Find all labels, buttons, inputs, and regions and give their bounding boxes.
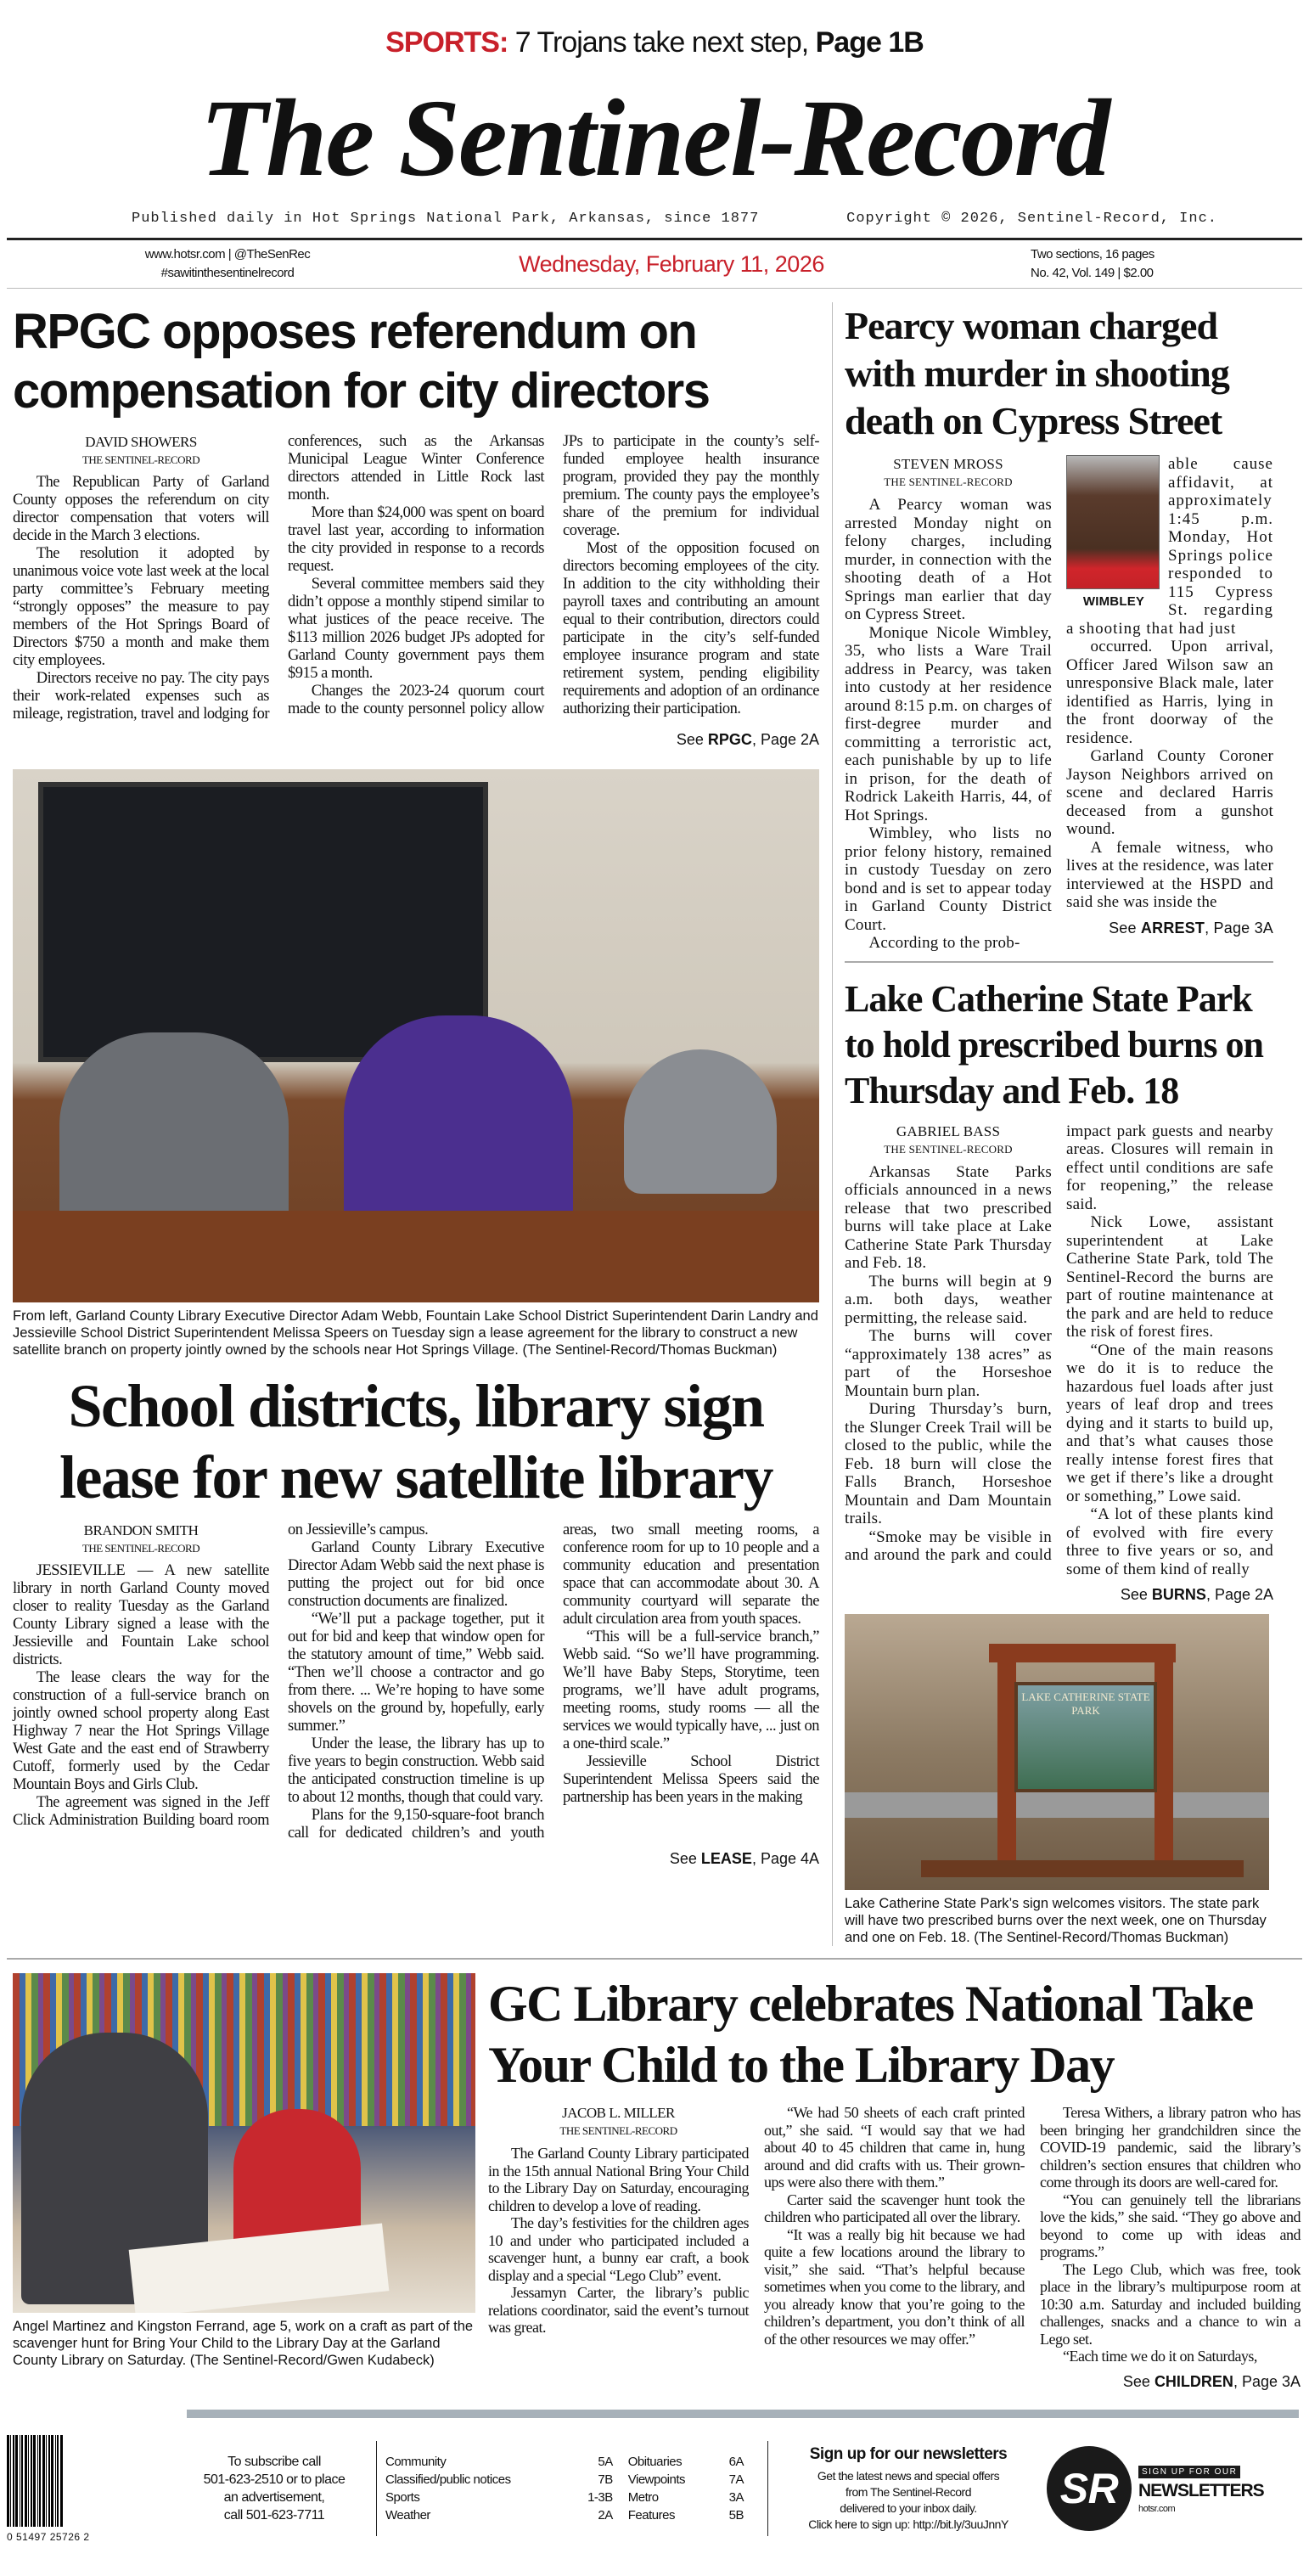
person-landry <box>344 1015 573 1228</box>
rpgc-article-body <box>13 433 819 723</box>
issue-date: Wednesday, February 11, 2026 <box>519 250 824 277</box>
barcode-bar <box>10 2435 11 2527</box>
barcode-bar <box>57 2435 59 2527</box>
index-section: Weather <box>385 2508 430 2523</box>
paragraph: “We had 50 sheets of each craft printed out,” she said. “I would say that we had about 40 to 45 children that came in, hung around and did crafts with us. Their grown-ups were also there with them.” <box>764 2104 1025 2191</box>
paragraph: “One of the main reasons we do it is to reduce the hazardous fuel loads after just years of leaf drop and trees dying and it starts to build up, and that’s what causes those really intense forest fires that we get if there’s like a drought or something,” Lowe said. <box>1066 1341 1273 1505</box>
arrest-article-body <box>845 455 1273 953</box>
park-sign: LAKE CATHERINE STATE PARK <box>1014 1682 1157 1792</box>
paragraph: Monique Nicole Wimbley, 35, who lists a Ware Trail address in Pearcy, was taken into custody at her residence around 8:15 p.m. on charges of first-degree murder and committing a terroristic act, each punishable by up to life in prison, for the death of Rodrick Lakeith Harris, 44, of Hot Springs. <box>845 623 1052 824</box>
newsletter-badge[interactable] <box>1138 2463 1266 2514</box>
byline <box>13 433 269 469</box>
burns-article-body <box>845 1122 1273 1579</box>
barcode-bar <box>51 2435 53 2527</box>
paragraph: Carter said the scavenger hunt took the children who participated all over the library. <box>764 2191 1025 2225</box>
page-index <box>385 2453 759 2524</box>
section-rule <box>7 1958 1302 1960</box>
jump-key: ARREST <box>1140 919 1205 936</box>
paragraph: Arkansas State Parks officials announced in a news release that two prescribed burns will take place at Lake Catherine State Park Thursday and Feb. 18. <box>845 1162 1052 1272</box>
barcode-bar <box>39 2435 41 2527</box>
paragraph: Nick Lowe, assistant superintendent at Lake Catherine State Park, told The Sentinel-Record the burns are part of routine maintenance at the park and are held to reduce the risk of forest fires. <box>1066 1213 1273 1341</box>
jump-page: , Page 3A <box>1205 919 1273 936</box>
byline <box>845 455 1052 491</box>
index-page: 3A <box>728 2490 744 2505</box>
burns-jump-link[interactable] <box>845 1585 1273 1604</box>
barcode-bar <box>33 2435 36 2527</box>
newsletter-signup-link[interactable]: Click here to sign up: http://bit.ly/3uuJnnY <box>808 2517 1008 2531</box>
rpgc-headline[interactable]: RPGC opposes referendum on compensation for city directors <box>13 304 710 419</box>
badge-top: SIGN UP FOR OUR <box>1138 2466 1240 2478</box>
children-headline[interactable]: GC Library celebrates National Take Your Child to the Library Day <box>488 1976 1253 2093</box>
published-line: Published daily in Hot Springs National Park, Arkansas, since 1877 <box>132 211 760 227</box>
paragraph: A female witness, who lives at the residence, was later interviewed at the HSPD and said she was inside the <box>1066 838 1273 911</box>
library-craft-photo <box>13 1973 475 2313</box>
paragraph: The Republican Party of Garland County opposes the referendum on city director compensation that voters will decide in the March 3 elections. <box>13 474 269 544</box>
rpgc-jump-link[interactable] <box>13 730 819 749</box>
copyright-line: Copyright © 2026, Sentinel-Record, Inc. <box>846 211 1217 227</box>
byline <box>488 2104 749 2140</box>
jump-page: , Page 3A <box>1233 2372 1301 2390</box>
barcode-bar <box>21 2435 23 2527</box>
paragraph: Jessieville School District Superintendent Melissa Speers said the partnership has been years in the making <box>563 1753 819 1806</box>
barcode-bar <box>25 2435 27 2527</box>
barcode-bars <box>7 2435 65 2527</box>
newsletter-promo[interactable] <box>777 2444 1040 2533</box>
paragraph: According to the prob- <box>868 934 1020 952</box>
park-photo-caption: Lake Catherine State Park’s sign welcomes visitors. The state park will have two prescribed burns over the next week, one on Thursday and one on Feb. 18. (The Sentinel-Record/Thomas Buckman) <box>845 1896 1267 1945</box>
jump-key: CHILDREN <box>1154 2372 1233 2390</box>
barcode-bar <box>28 2435 29 2527</box>
subscribe-line: an advertisement, <box>223 2490 325 2505</box>
jump-key: BURNS <box>1151 1586 1206 1603</box>
jump-see: See <box>676 731 708 748</box>
barcode-bar <box>55 2435 56 2527</box>
jump-see: See <box>1120 1586 1152 1603</box>
park-sign-photo <box>845 1614 1269 1890</box>
subscribe-line: To subscribe call <box>228 2455 321 2469</box>
publication-line <box>7 202 1302 229</box>
paragraph: Garland County Library Executive Director Adam Webb said the next phase is putting the project out for bid once construction documents are finalized. <box>288 1539 544 1610</box>
barcode-bar <box>31 2435 32 2527</box>
person-speers <box>624 1049 777 1194</box>
lease-jump-link[interactable] <box>13 1849 819 1868</box>
paragraph: The resolution it adopted by unanimous voice vote last week at the local party committee’s February meeting “strongly opposes” the measure to pay members of the Hot Springs Board of Directors $750 a month and make them city employees. <box>13 545 269 669</box>
children-jump-link[interactable] <box>488 2372 1301 2391</box>
masthead-logo: The Sentinel-Record <box>199 77 1110 200</box>
sports-label: SPORTS: <box>385 26 508 59</box>
subscribe-info <box>181 2453 368 2524</box>
column-divider <box>819 302 845 1946</box>
footer <box>7 2418 1302 2560</box>
index-section: Metro <box>627 2490 659 2505</box>
children-photo-column <box>13 1973 475 2401</box>
index-section: Community <box>385 2455 447 2469</box>
right-column <box>845 302 1273 1946</box>
author: STEVEN MROSS <box>893 456 1003 472</box>
author-org: THE SENTINEL-RECORD <box>884 1142 1013 1156</box>
top-section <box>7 302 1302 1946</box>
author: BRANDON SMITH <box>83 1522 199 1538</box>
footer-bar <box>187 2410 1299 2418</box>
newsletter-line: Get the latest news and special offers <box>817 2469 1000 2483</box>
newsletter-line: delivered to your inbox daily. <box>840 2501 977 2515</box>
jump-page: , Page 2A <box>751 731 819 748</box>
footer-divider <box>376 2441 377 2536</box>
newsletter-line: from The Sentinel-Record <box>845 2485 972 2499</box>
paragraph: Plans for the 9,150-square-foot branch call for dedicated children’s and youth areas, two small meeting rooms, a conference room for up to 10 people and a community education and presentation space that can accommodate about 30. A community courtyard will separate the adult circulation area from youth spaces. <box>288 1521 819 1842</box>
lease-article-body <box>13 1521 819 1842</box>
jump-see: See <box>1109 919 1141 936</box>
lease-headline[interactable]: School districts, library sign lease for new satellite library <box>59 1372 772 1511</box>
advertise-phone: call 501-623-7711 <box>223 2508 325 2523</box>
section-rule <box>845 961 1273 963</box>
mugshot-box <box>1066 455 1161 611</box>
paragraph: “We’ll put a package together, put it out for bid and keep that window open for the statutory amount of time,” Webb said. “Then we’ll choose a contractor and go from there. ... We’re hoping to have some shovels on the ground by, hopefully, early summer.” <box>288 1611 544 1735</box>
byline <box>13 1521 269 1557</box>
lease-signing-photo <box>13 769 819 1302</box>
paragraph: “This will be a full-service branch,” Webb said. “So we’ll have programming. We’ll have Baby Steps, Storytime, teen programs, we’ll have adult programs, meeting rooms, study rooms — all the services we would typically have, ... just on a one-third scale.” <box>563 1628 819 1752</box>
paragraph: Jessamyn Carter, the library’s public relations coordinator, said the event’s turnout was great. <box>488 2284 749 2336</box>
author-org: THE SENTINEL-RECORD <box>81 1542 200 1555</box>
author-org: THE SENTINEL-RECORD <box>559 2124 677 2137</box>
paragraph: “It was a really big hit because we had quite a few locations around the library to visit,” she said. “That’s helpful because sometimes when you come to the library, and you already know that you’re going to the children’s department, you don’t think of all of the other resources we may offer.” <box>764 2225 1025 2348</box>
paragraph: Changes the 2023-24 quorum court made to the county personnel policy allow JPs to participate in the county’s self-funded employee health insurance program, provided they pay the monthly premium. The county pays the employee’s share of the premium for individual coverage. <box>288 433 819 717</box>
paragraph: More than $24,000 was spent on board travel last year, according to information the city provided in response to a records request. <box>288 504 544 575</box>
index-page: 2A <box>598 2508 613 2523</box>
paragraph: Most of the opposition focused on directors becoming employees of the city. In addition to the city withholding their payroll taxes and contributing an amount equal to their contribution, directors could participate in the city’s self-funded employee insurance program and state retirement system, pending eligibility requirements and adoption of an ordinance authorizing their participation. <box>563 540 819 717</box>
mugshot-photo <box>1066 455 1160 589</box>
hashtag: #sawitinthesentinelrecord <box>160 266 295 280</box>
children-article <box>488 1973 1301 2401</box>
paragraph: “Smoke may be visible in and around the park and could impact park guests and nearby areas. Closures will remain in effect until conditions are safe for reopening,” the release said. <box>845 1122 1273 1564</box>
dateline-bar <box>7 240 1302 288</box>
author: JACOB L. MILLER <box>562 2105 675 2121</box>
road <box>845 1792 1269 1818</box>
dateline-rule <box>7 288 1302 289</box>
index-section: Obituaries <box>627 2455 683 2469</box>
barcode-bar <box>7 2435 9 2527</box>
author: DAVID SHOWERS <box>85 434 197 450</box>
badge-url: hotsr.com <box>1138 2504 1176 2514</box>
index-page: 7A <box>728 2472 744 2487</box>
subscribe-phone: 501-623-2510 or to place <box>203 2472 346 2487</box>
index-section: Features <box>627 2508 675 2523</box>
paragraph: The day’s festivities for the children ages 10 and under who participated included a scavenger hunt, a bunny ear craft, a book display and a special “Lego Club” event. <box>488 2214 749 2284</box>
barcode-bar <box>60 2435 63 2527</box>
sports-text: 7 Trojans take next step, <box>508 26 816 59</box>
jump-see: See <box>1122 2372 1155 2390</box>
children-section <box>7 1973 1302 2401</box>
jump-key: LEASE <box>700 1850 752 1867</box>
jump-see: See <box>669 1850 701 1867</box>
badge-main: NEWSLETTERS <box>1138 2481 1264 2500</box>
website-link[interactable]: www.hotsr.com | @TheSenRec <box>144 247 311 262</box>
index-page: 5B <box>728 2508 744 2523</box>
paragraph: able cause affidavit, at approximately 1:45 p.m. Monday, Hot Springs police responded to 115 Cypress St. regarding a shooting that had just <box>1066 455 1273 638</box>
arrest-jump-link[interactable] <box>1066 919 1273 937</box>
paragraph: During Thursday’s burn, the Slunger Creek Trail will be closed to the public, while the Feb. 18 burn will close the Falls Branch, Horseshoe Mountain and Dam Mountain trails. <box>845 1400 1052 1527</box>
barcode-bar <box>15 2435 18 2527</box>
barcode-bar <box>13 2435 14 2527</box>
burns-headline[interactable]: Lake Catherine State Park to hold prescribed burns on Thursday and Feb. 18 <box>845 977 1263 1111</box>
sign-base <box>921 1860 1244 1877</box>
index-section: Sports <box>385 2490 420 2505</box>
sports-page: Page 1B <box>815 26 924 59</box>
barcode <box>7 2435 109 2543</box>
newsletter-title: Sign up for our newsletters <box>809 2445 1008 2463</box>
paragraph: Teresa Withers, a library patron who has been bringing her grandchildren since the COVID-19 pandemic, said the library’s children’s section ensures that children who come through its doors are well-cared for. <box>1040 2104 1301 2191</box>
paragraph: The burns will begin at 9 a.m. both days, weather permitting, the release said. <box>845 1272 1052 1327</box>
paragraph: Directors receive no pay. The city pays their work-related expenses such as mileage, registration, travel and lodging for conferences, such as the Arkansas Municipal League Winter Conference directors attended in Little Rock last month. <box>13 433 544 723</box>
issue-number: No. 42, Vol. 149 | $2.00 <box>1031 266 1154 280</box>
barcode-digits: 0 51497 25726 2 <box>7 2530 90 2543</box>
paragraph: The agreement was signed in the Jeff Click Administration Building board room on Jessieville’s campus. <box>13 1521 429 1829</box>
lease-photo-caption: From left, Garland County Library Executive Director Adam Webb, Fountain Lake School District Superintendent Darin Landry and Jessieville School District Superintendent Melissa Speers on Tuesday sign a lease agreement for the library to construct a new satellite branch on property jointly owned by the schools near Hot Springs Village. (The Sentinel-Record/Thomas Buckman) <box>13 1308 818 1358</box>
sign-beam <box>989 1644 1176 1662</box>
jump-page: , Page 2A <box>1205 1586 1273 1603</box>
paragraph: A Pearcy woman was arrested Monday night on felony charges, including murder, in connection with the shooting death of a Hot Springs man earlier that day on Cypress Street. <box>845 496 1052 623</box>
sign-post <box>997 1661 1016 1865</box>
barcode-bar <box>37 2435 38 2527</box>
jump-key: RPGC <box>707 731 752 748</box>
byline <box>845 1122 1052 1158</box>
paragraph: Several committee members said they didn’t oppose a monthly stipend similar to what justices of the peace receive. The $113 million 2026 budget JPs adopted for Garland County government pays them $915 a month. <box>288 576 544 682</box>
section-count: Two sections, 16 pages <box>1031 247 1155 262</box>
index-section: Classified/public notices <box>385 2472 511 2487</box>
author-org: THE SENTINEL-RECORD <box>884 475 1013 488</box>
paragraph: Garland County Coroner Jayson Neighbors arrived on scene and declared Harris deceased from a gunshot wound. <box>1066 747 1273 838</box>
arrest-col-1 <box>845 455 1052 953</box>
sr-logo: SR <box>1047 2446 1132 2531</box>
paragraph: The Garland County Library participated in the 15th annual National Bring Your Child to the Library Day on Saturday, encouraging children to develop a love of reading. <box>488 2145 749 2214</box>
author-org: THE SENTINEL-RECORD <box>81 453 200 466</box>
left-column <box>13 302 819 1946</box>
sign-post <box>1155 1661 1173 1865</box>
children-article-body <box>488 2104 1301 2365</box>
barcode-bar <box>42 2435 45 2527</box>
paragraph: The burns will cover “approximately 138 acres” as part of the Horseshoe Mountain burn plan. <box>845 1327 1052 1400</box>
paragraph: “You can genuinely tell the librarians love the kids,” she said. “They go above and beyond to come up with ideas and programs.” <box>1040 2191 1301 2260</box>
conference-table <box>13 1211 819 1302</box>
index-page: 7B <box>598 2472 613 2487</box>
paragraph: “A lot of these plants kind of evolved with fire every three to five years or so, and some of them kind of really <box>1066 1505 1273 1578</box>
index-page: 1-3B <box>587 2490 613 2505</box>
barcode-bar <box>46 2435 47 2527</box>
arrest-headline[interactable]: Pearcy woman charged with murder in shooting death on Cypress Street <box>845 304 1229 442</box>
index-page: 5A <box>598 2455 613 2469</box>
sports-teaser[interactable] <box>7 0 1302 59</box>
paragraph: JESSIEVILLE — A new satellite library in north Garland County moved closer to reality Tuesday as the Garland County Library signed a lease with the Jessieville and Fountain Lake school districts. <box>13 1562 269 1668</box>
index-section: Viewpoints <box>627 2472 686 2487</box>
paragraph: “Each time we do it on Saturdays, <box>1063 2348 1257 2365</box>
barcode-bar <box>48 2435 50 2527</box>
paragraph: occurred. Upon arrival, Officer Jared Wilson saw an unresponsive Black male, later identified as Harris, lying in the front doorway of the residence. <box>1066 638 1273 747</box>
paragraph: Wimbley, who lists no prior felony history, remained in custody Tuesday on zero bond and is set to appear today in Garland County District Court. <box>845 824 1052 934</box>
arrest-col-2 <box>1066 455 1273 953</box>
library-photo-caption: Angel Martinez and Kingston Ferrand, age 5, work on a craft as part of the scavenger hunt for Bring Your Child to the Library Day at the Garland County Library on Saturday. (The Sentinel-Record/Gwen Kudabeck) <box>13 2319 474 2368</box>
person-webb <box>59 1032 289 1228</box>
author: GABRIEL BASS <box>896 1122 1001 1139</box>
paragraph: The lease clears the way for the construction of a full-service branch on jointly owned school property along East Highway 7 near the Hot Springs Village West Gate and the east end of Strawberry Cutoff, formerly used by the Cedar Mountain Boys and Girls Club. <box>13 1669 269 1793</box>
mugshot-label: WIMBLEY <box>1082 594 1145 609</box>
paragraph: The Lego Club, which was free, took place in the library’s multipurpose room at 10:30 a.m. Saturday and included building challenges, snacks and a chance to win a Lego set. <box>1040 2260 1301 2348</box>
paragraph: Under the lease, the library has up to five years to begin construction. Webb said the anticipated construction timeline is up to about 12 months, though that could vary. <box>288 1735 544 1806</box>
footer-divider <box>767 2441 768 2536</box>
index-page: 6A <box>728 2455 744 2469</box>
jump-page: , Page 4A <box>751 1850 819 1867</box>
